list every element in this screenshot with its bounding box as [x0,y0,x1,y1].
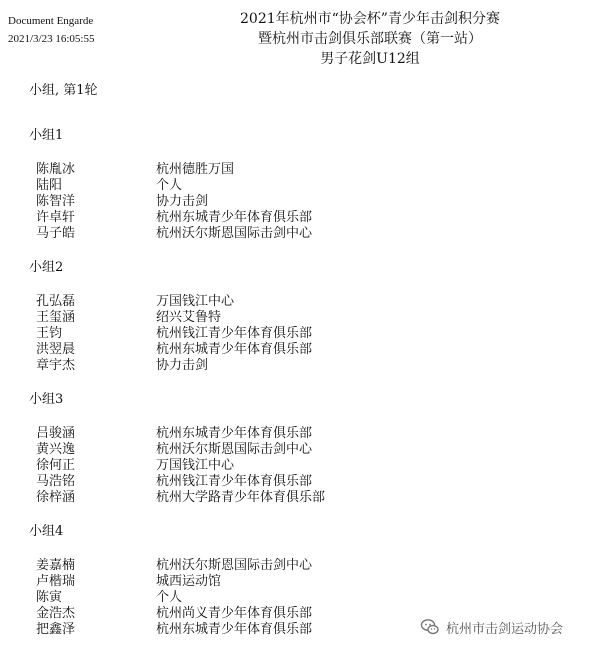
fencer-club: 城西运动馆 [156,574,222,589]
fencer-name: 把鑫泽 [36,622,76,637]
fencer-club: 杭州沃尔斯恩国际击剑中心 [156,558,313,573]
fencer-club: 杭州东城青少年体育俱乐部 [156,342,313,357]
fencer-name: 陈胤冰 [36,162,76,177]
fencer-club: 杭州德胜万国 [156,162,235,177]
group-title: 小组4 [29,524,64,539]
round-label: 小组, 第1轮 [29,83,98,98]
fencer-name: 马浩铭 [36,474,76,489]
fencer-name: 卢楷瑞 [36,574,76,589]
fencer-name: 洪翌晨 [36,342,76,357]
app-name: Document Engarde [8,15,94,27]
group-title: 小组1 [29,128,64,143]
fencer-club: 杭州钱江青少年体育俱乐部 [156,326,313,341]
fencer-club: 杭州沃尔斯恩国际击剑中心 [156,226,313,241]
fencer-club: 万国钱江中心 [156,458,235,473]
fencer-club: 杭州沃尔斯恩国际击剑中心 [156,442,313,457]
fencer-name: 吕骏涵 [36,426,76,441]
fencer-club: 杭州大学路青少年体育俱乐部 [156,490,326,505]
fencer-club: 个人 [156,590,183,605]
fencer-name: 徐梓涵 [36,490,76,505]
title-line2: 暨杭州市击剑俱乐部联赛（第一站） [258,31,482,47]
title-line3: 男子花剑U12组 [320,51,420,67]
fencer-name: 王玺涵 [36,310,76,325]
fencer-name: 陆阳 [36,178,63,193]
fencer-club: 杭州东城青少年体育俱乐部 [156,622,313,637]
fencer-name: 许卓轩 [36,210,76,225]
fencer-club: 杭州东城青少年体育俱乐部 [156,426,313,441]
fencer-name: 孔弘磊 [36,294,76,309]
fencer-name: 王钧 [36,326,63,341]
fencer-name: 徐何正 [36,458,76,473]
fencer-name: 陈智洋 [36,194,76,209]
fencer-name: 金浩杰 [36,606,76,621]
watermark-text: 杭州市击剑运动协会 [446,621,564,637]
watermark [420,615,600,639]
timestamp: 2021/3/23 16:05:55 [8,33,95,45]
title-line1: 2021年杭州市“协会杯”青少年击剑积分赛 [240,11,500,27]
wechat-icon [420,617,440,637]
fencer-club: 协力击剑 [156,194,209,209]
fencer-club: 杭州尚义青少年体育俱乐部 [156,606,313,621]
fencer-name: 马子皓 [36,226,76,241]
fencer-club: 杭州东城青少年体育俱乐部 [156,210,313,225]
fencer-name: 陈寅 [36,590,63,605]
group-title: 小组2 [29,260,64,275]
fencer-name: 姜嘉楠 [36,558,76,573]
fencer-name: 黄兴逸 [36,442,76,457]
fencer-name: 章宇杰 [36,358,76,373]
fencer-club: 个人 [156,178,183,193]
fencer-club: 万国钱江中心 [156,294,235,309]
fencer-club: 杭州钱江青少年体育俱乐部 [156,474,313,489]
group-title: 小组3 [29,392,64,407]
fencer-club: 绍兴艾鲁特 [156,310,222,325]
fencer-club: 协力击剑 [156,358,209,373]
